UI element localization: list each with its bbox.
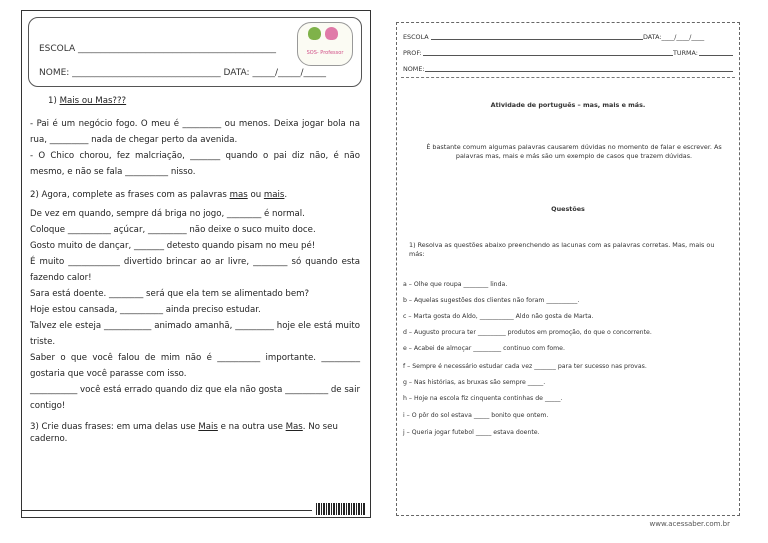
question-item: d – Augusto procura ter _________ produtos em promoção, do que o concorrente. [403,329,652,336]
section1-paragraph: - O Chico chorou, fez malcriação, _______ quando o pai diz não, é não mesmo, e não se fala __________ nisso. [30,151,360,177]
left-name-date-field: NOME: _________________________________ DATA: _____/_____/_____ [39,68,327,78]
section2-line: Sara está doente. ________ será que ela tem se alimentado bem? [30,289,310,299]
section2-instruction: 2) Agora, complete as frases com as palavras mas ou mais. [30,190,288,200]
right-teacher-label: PROF: [403,49,422,57]
question-item: e – Acabei de almoçar _________ continuo com fome. [403,345,565,352]
section2-line: Coloque __________ açúcar, _________ não deixe o suco muito doce. [30,225,316,235]
section1-paragraph: - Pai é um negócio fogo. O meu é _________ ou menos. Deixa jogar bola na rua, _________ nada de chegar perto da avenida. [30,119,360,145]
questions-instruction: 1) Resolva as questões abaixo preenchendo as lacunas com as palavras corretas. Mas, mais ou más: [409,241,715,258]
activity-title: Atividade de português – mas, mais e más. [490,101,646,109]
footer-rule [22,510,312,511]
section2-line: Hoje estou cansada, __________ ainda preciso estudar. [30,305,261,315]
question-item: c – Marta gosta do Aldo, ___________ Aldo não gosta de Marta. [403,313,594,320]
header-divider [401,77,735,78]
section2-line: Gosto muito de dançar, _______ detesto quando pisam no meu pé! [30,241,316,251]
section2-line: Talvez ele esteja ___________ animado amanhã, _________ hoje ele está muito triste. [30,321,360,347]
questions-heading: Questões [551,205,585,213]
left-worksheet-body [30,93,360,445]
question-item: b – Aquelas sugestões dos clientes não foram __________. [403,297,580,304]
owl-icon [325,27,338,40]
sos-professor-logo [297,22,353,66]
question-item: g – Nas histórias, as bruxas são sempre _____. [403,379,546,386]
right-worksheet [396,22,740,516]
section2-line: ___________ você está errado quando diz que ela não gosta __________ de sair contigo! [30,385,360,411]
question-item: h – Hoje na escola fiz cinquenta continhas de _____. [403,395,563,402]
right-school-label: ESCOLA [403,33,429,41]
right-date-field: DATA:____/____/____ [643,33,705,41]
question-item: i – O pôr do sol estava _____ bonito que ontem. [403,412,549,419]
section3-instruction: 3) Crie duas frases: em uma delas use Mais e na outra use Mas. No seu caderno. [30,422,338,444]
barcode-image [316,503,366,515]
left-header-box [28,17,362,87]
question-item: f – Sempre é necessário estudar cada vez _______ para ter sucesso nas provas. [403,363,647,370]
question-item: j – Queria jogar futebol _____ estava doente. [403,429,540,436]
question-item: a – Olhe que roupa ________ linda. [403,281,508,288]
section2-line: De vez em quando, sempre dá briga no jogo, ________ é normal. [30,209,305,219]
left-school-field: ESCOLA ____________________________________________ [39,44,277,54]
section2-line: Saber o que você falou de mim não é __________ importante. _________ gostaria que você parasse com isso. [30,353,360,379]
left-worksheet [21,10,371,518]
section2-line: É muito ____________ divertido brincar ao ar livre, ________ só quando esta fazendo calor! [30,257,360,283]
section1-title: 1) Mais ou Mas??? [48,96,127,106]
logo-text: SOS- Professor [306,50,344,56]
right-class-label: TURMA: [673,49,698,57]
owl-icon [308,27,321,40]
activity-intro: É bastante comum algumas palavras causarem dúvidas no momento de falar e escrever. As palavras mas, mais e más são um exemplo de casos que trazem dúvidas. [426,143,722,160]
right-name-label: NOME: [403,65,425,73]
website-credit: www.acessaber.com.br [649,520,730,528]
